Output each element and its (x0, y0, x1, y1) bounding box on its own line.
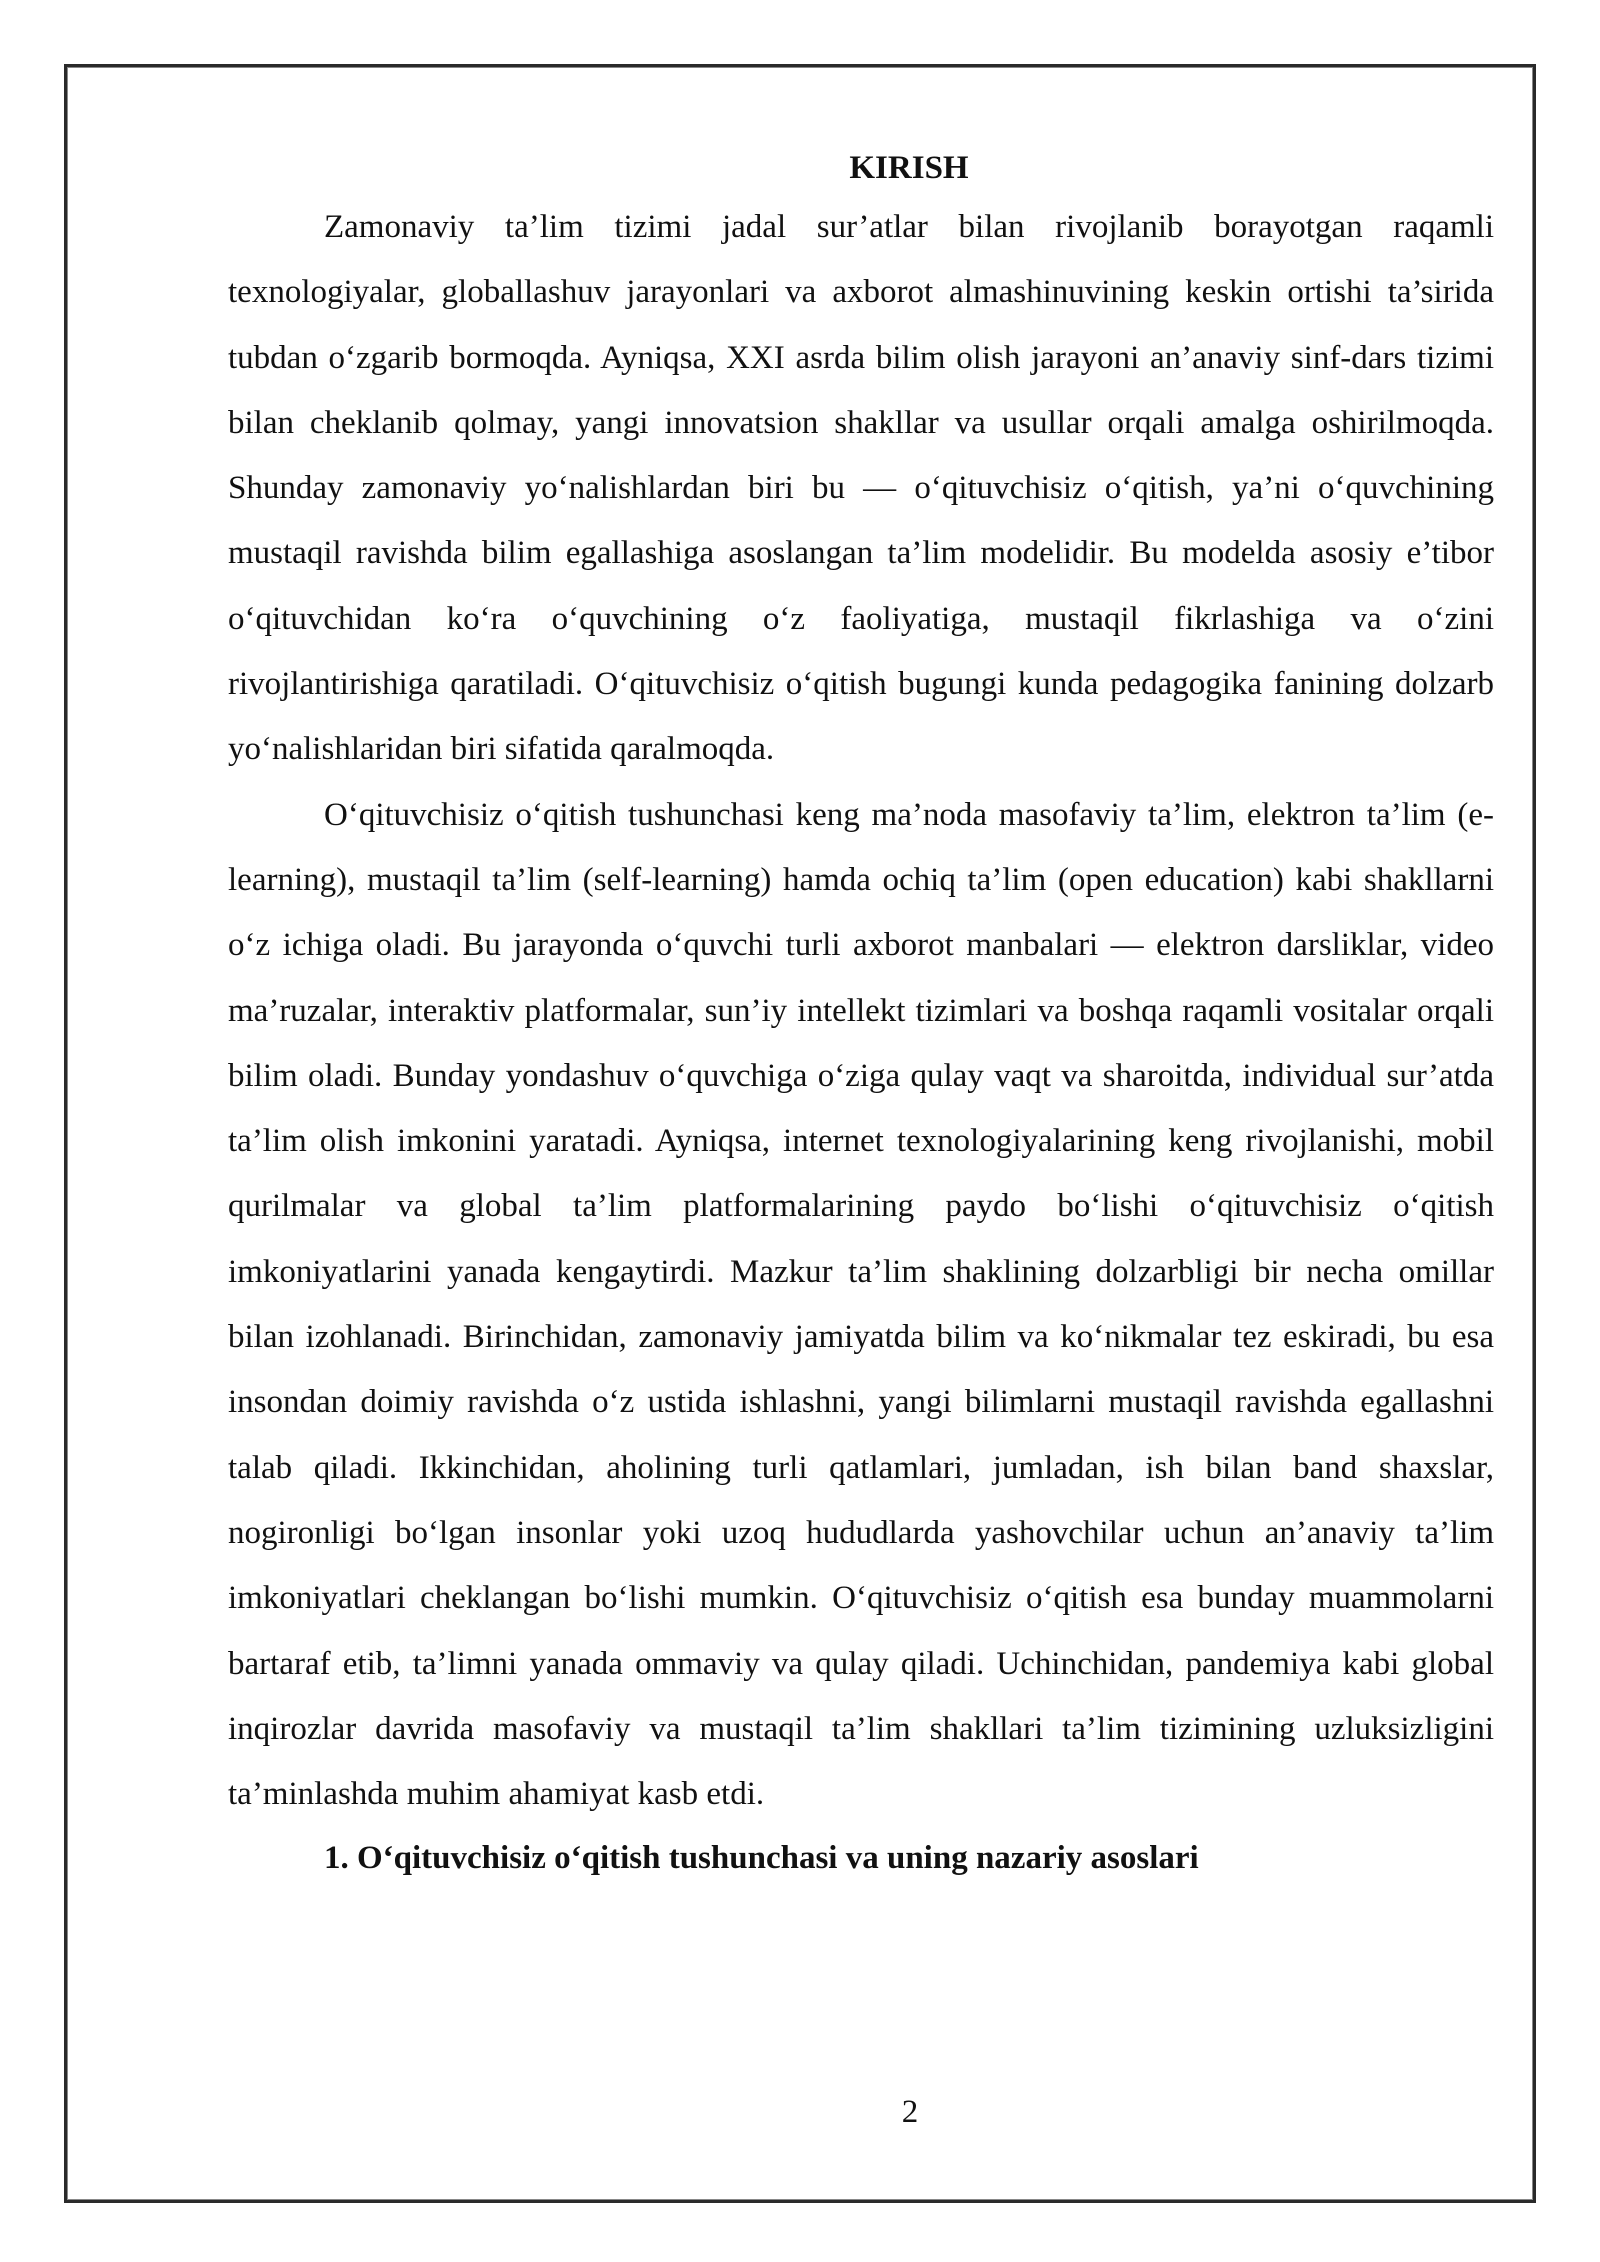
page-number: 2 (901, 2094, 919, 2130)
paragraph-1: Zamonaviy ta’lim tizimi jadal sur’atlar bilan rivojlanib borayotgan raqamli texnologiyalar, globallashuv jarayonlari va axborot almashinuvining keskin ortishi ta’sirida tubdan o‘zgarib bormoqda. Ayniqsa, XXI asrda bilim olish jarayoni an’anaviy sinf-dars tizimi bilan cheklanib qolmay, yangi innovatsion shakllar va usullar orqali amalga oshirilmoqda. Shunday zamonaviy yo‘nalishlardan biri bu — o‘qituvchisiz o‘qitish, ya’ni o‘quvchining mustaqil ravishda bilim egallashiga asoslangan ta’lim modelidir. Bu modelda asosiy e’tibor o‘qituvchidan ko‘ra o‘quvchining o‘z faoliyatiga, mustaqil fikrlashiga va o‘zini rivojlantirishiga qaratiladi. O‘qituvchisiz o‘qitish bugungi kunda pedagogika fanining dolzarb yo‘nalishlaridan biri sifatida qaralmoqda. (228, 209, 1494, 768)
document-title: KIRISH (849, 150, 969, 186)
section-heading: 1. O‘qituvchisiz o‘qitish tushunchasi va uning nazariy asoslari (324, 1840, 1199, 1877)
document-body (228, 146, 1494, 1889)
paragraph-2: O‘qituvchisiz o‘qitish tushunchasi keng ma’noda masofaviy ta’lim, elektron ta’lim (e-learning), mustaqil ta’lim (self-learning) hamda ochiq ta’lim (open education) kabi shakllarni o‘z ichiga oladi. Bu jarayonda o‘quvchi turli axborot manbalari — elektron darsliklar, video ma’ruzalar, interaktiv platformalar, sun’iy intellekt tizimlari va boshqa raqamli vositalar orqali bilim oladi. Bunday yondashuv o‘quvchiga o‘ziga qulay vaqt va sharoitda, individual sur’atda ta’lim olish imkonini yaratadi. Ayniqsa, internet texnologiyalarining keng rivojlanishi, mobil qurilmalar va global ta’lim platformalarining paydo bo‘lishi o‘qituvchisiz o‘qitish imkoniyatlarini yanada kengaytirdi. Mazkur ta’lim shaklining dolzarbligi bir necha omillar bilan izohlanadi. Birinchidan, zamonaviy jamiyatda bilim va ko‘nikmalar tez eskiradi, bu esa insondan doimiy ravishda o‘z ustida ishlashni, yangi bilimlarni mustaqil ravishda egallashni talab qiladi. Ikkinchidan, aholining turli qatlamlari, jumladan, ish bilan band shaxslar, nogironligi bo‘lgan insonlar yoki uzoq hududlarda yashovchilar uchun an’anaviy ta’lim imkoniyatlari cheklangan bo‘lishi mumkin. O‘qituvchisiz o‘qitish esa bunday muammolarni bartaraf etib, ta’limni yanada ommaviy va qulay qiladi. Uchinchidan, pandemiya kabi global inqirozlar davrida masofaviy va mustaqil ta’lim shakllari ta’lim tizimining uzluksizligini ta’minlashda muhim ahamiyat kasb etdi. (228, 796, 1494, 1813)
